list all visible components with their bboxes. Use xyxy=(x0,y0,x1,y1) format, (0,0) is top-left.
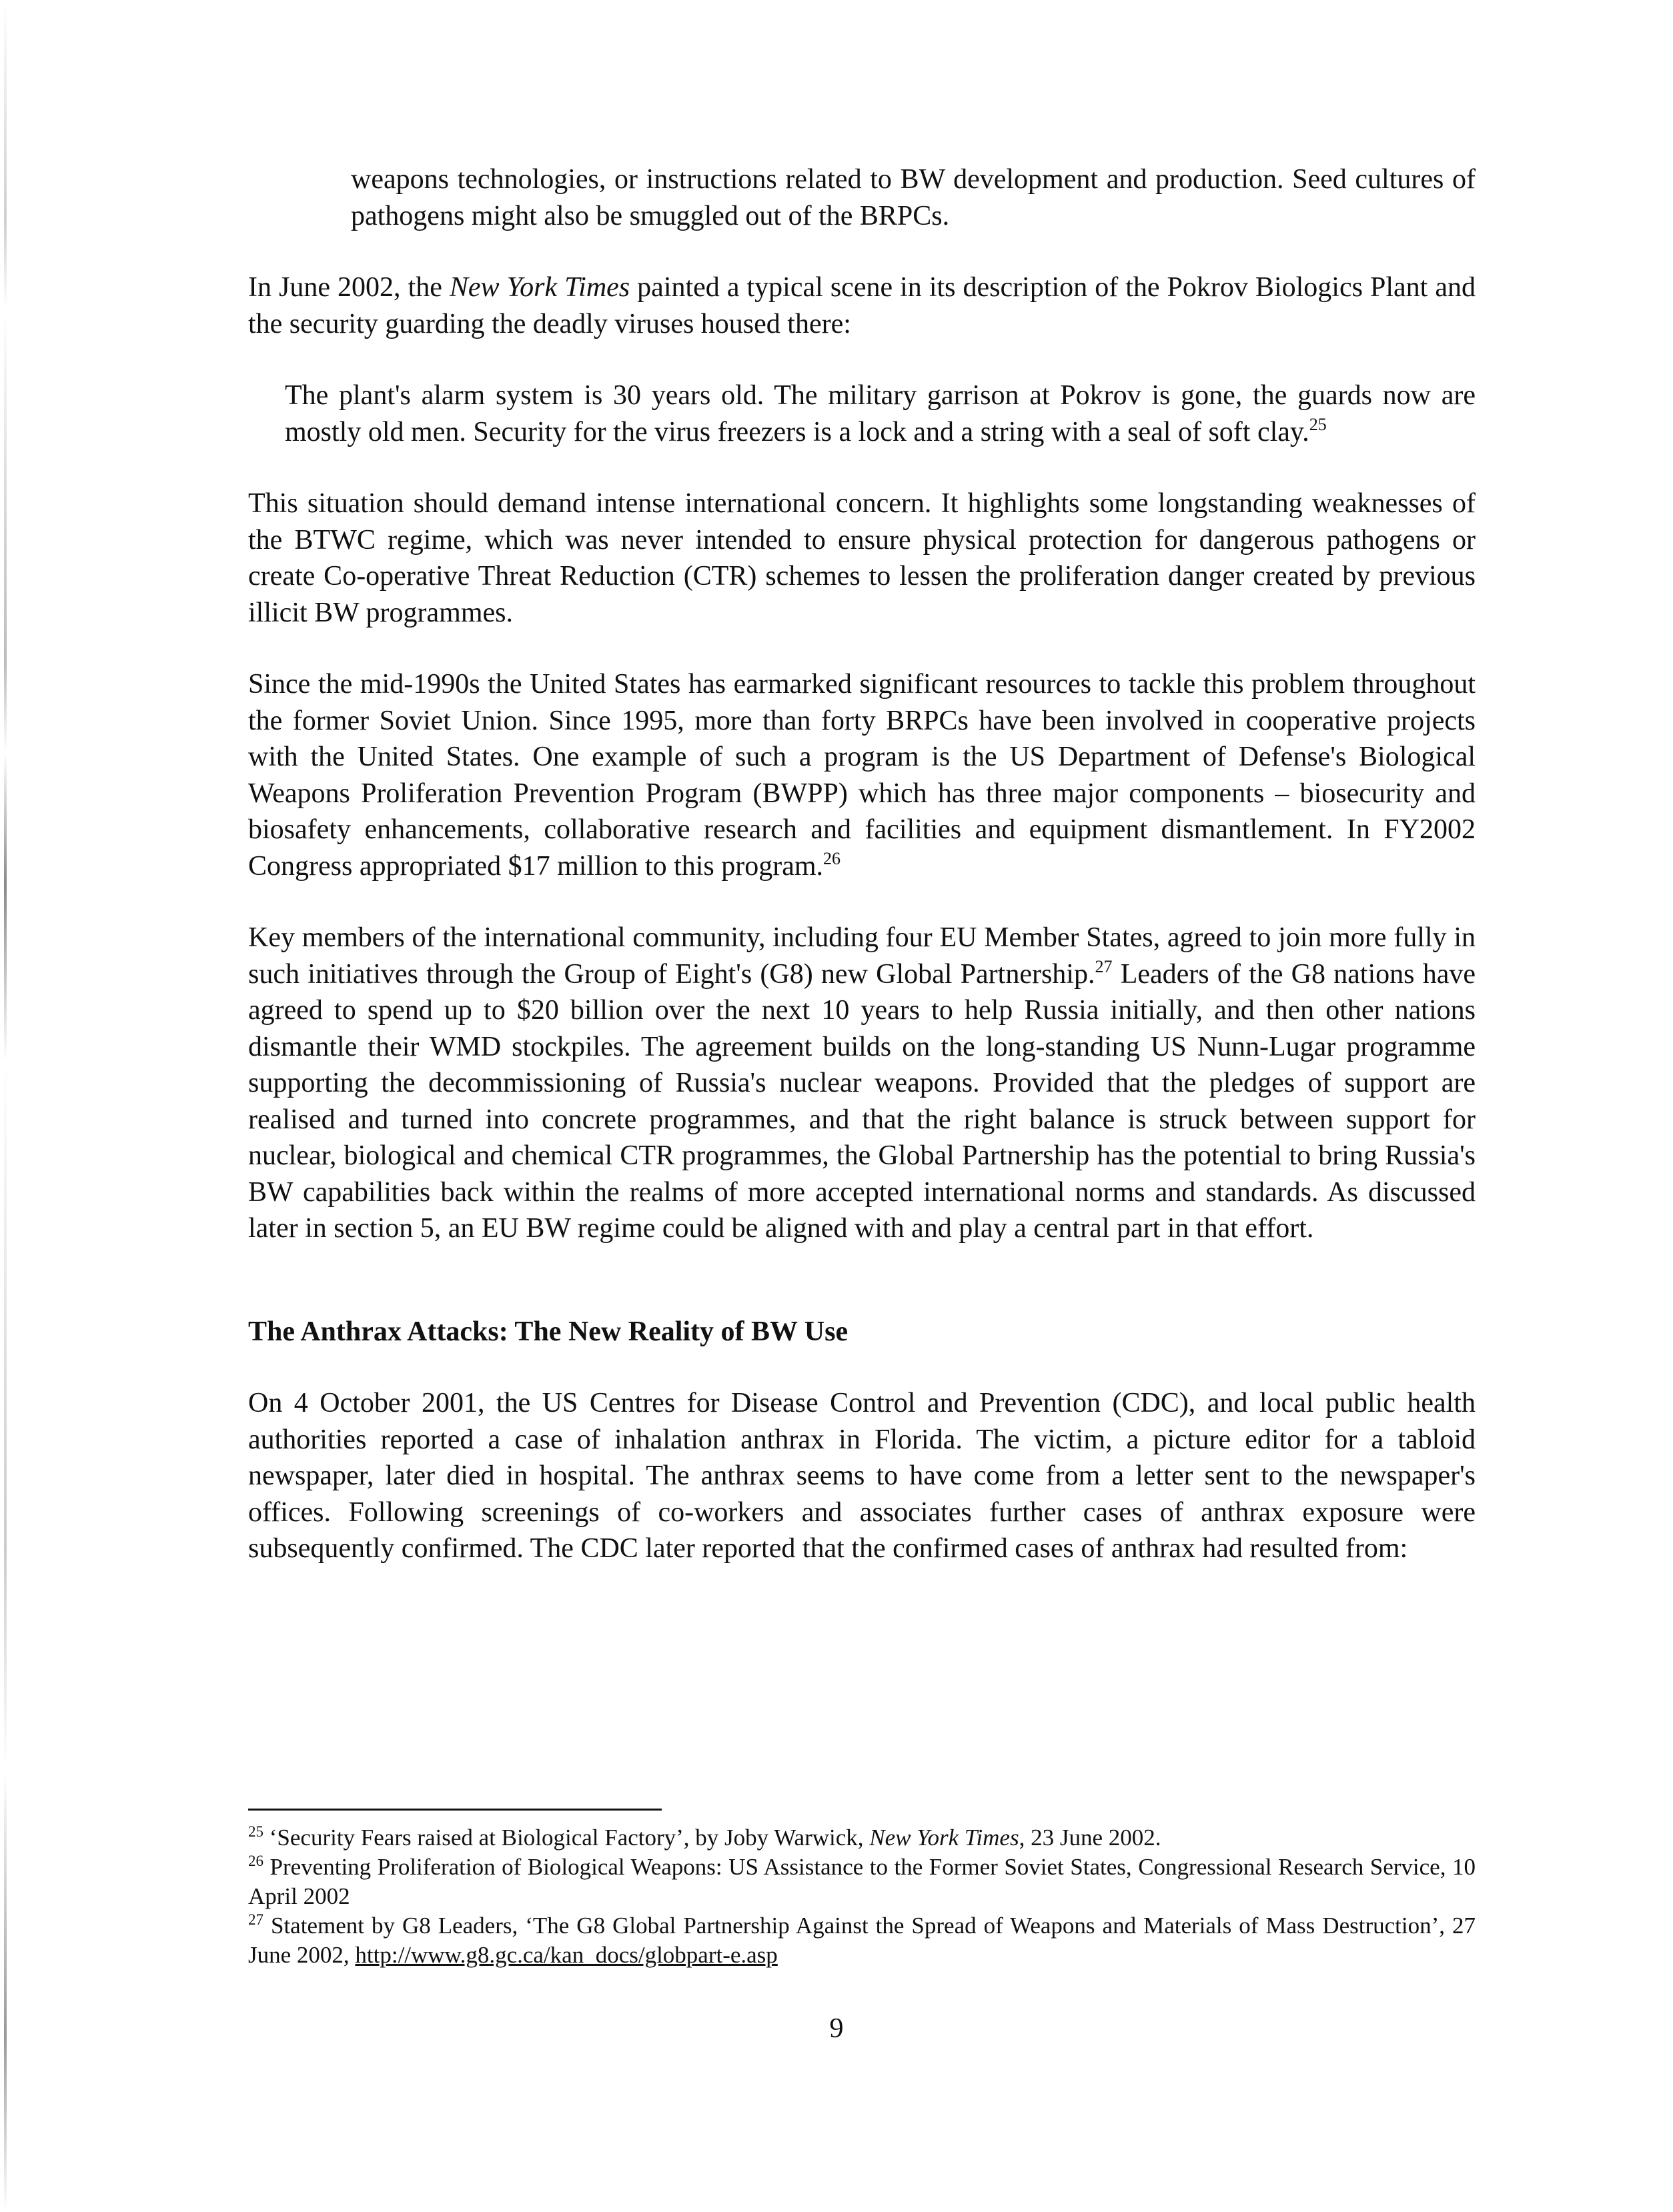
paragraph-nyt-intro xyxy=(248,269,1476,342)
footnote-text: Statement by G8 Leaders, ‘The G8 Global Partnership Against the Spread of Weapons and Materials of Mass Destruction’, 27 June 2002, xyxy=(248,1913,1476,1968)
footnote-number: 26 xyxy=(248,1853,263,1869)
scan-edge-artifact xyxy=(4,0,7,2212)
footnote-text: , 23 June 2002. xyxy=(1019,1825,1161,1851)
paragraph-g8 xyxy=(248,920,1476,1247)
body-text xyxy=(248,161,1476,1567)
continued-quote-paragraph: weapons technologies, or instructions related to BW development and production. Seed cultures of pathogens might also be smuggled out of the BRPCs. xyxy=(351,164,1476,231)
newspaper-title: New York Times xyxy=(869,1825,1019,1851)
footnote-text: Preventing Proliferation of Biological Weapons: US Assistance to the Former Soviet States, Congressional Research Service, 10 April 2002 xyxy=(248,1854,1476,1909)
paragraph-text: Leaders of the G8 nations have agreed to spend up to $20 billion over the next 10 years to help Russia initially, and then other nations dismantle their WMD stockpiles. The agreement builds on the long-standing US Nunn-Lugar programme supporting the decommissioning of Russia's nuclear weapons. Provided that the pledges of support are realised and turned into concrete programmes, and that the right balance is struck between support for nuclear, biological and chemical CTR programmes, the Global Partnership has the potential to bring Russia's BW capabilities back within the realms of more accepted international norms and standards. As discussed later in section 5, an EU BW regime could be aligned with and play a central part in that effort. xyxy=(248,958,1476,1244)
paragraph-text: painted a typical scene in its description of the Pokrov Biologics Plant and the security guarding the deadly viruses housed there: xyxy=(248,272,1476,339)
footnote-text: ‘Security Fears raised at Biological Factory’, by Joby Warwick, xyxy=(263,1825,870,1851)
newspaper-title: New York Times xyxy=(449,272,630,303)
paragraph-btwc: This situation should demand intense international concern. It highlights some longstanding weaknesses of the BTWC regime, which was never intended to ensure physical protection for dangerous pathogens or create Co-operative Threat Reduction (CTR) schemes to lessen the proliferation danger created by previous illicit BW programmes. xyxy=(248,488,1476,628)
paragraph-anthrax: On 4 October 2001, the US Centres for Disease Control and Prevention (CDC), and local public health authorities reported a case of inhalation anthrax in Florida. The victim, a picture editor for a tabloid newspaper, later died in hospital. The anthrax seems to have come from a letter sent to the newspaper's offices. Following screenings of co-workers and associates further cases of anthrax exposure were subsequently confirmed. The CDC later reported that the confirmed cases of anthrax had resulted from: xyxy=(248,1388,1476,1564)
footnote-27 xyxy=(248,1911,1476,1970)
page-number: 9 xyxy=(829,2013,844,2044)
footnote-ref-27[interactable]: 27 xyxy=(1095,956,1113,976)
block-quote xyxy=(285,377,1476,450)
footnote-26 xyxy=(248,1853,1476,1911)
section-heading: The Anthrax Attacks: The New Reality of BW Use xyxy=(248,1316,849,1347)
footnote-ref-25[interactable]: 25 xyxy=(1309,414,1327,434)
footnotes xyxy=(248,1823,1476,1970)
footnote-divider xyxy=(248,1809,662,1811)
paragraph-text: Key members of the international community, including four EU Member States, agreed to join more fully in such initiatives through the Group of Eight's (G8) new Global Partnership. xyxy=(248,922,1476,990)
paragraph-text: In June 2002, the xyxy=(248,272,450,303)
quote-text: The plant's alarm system is 30 years old. The military garrison at Pokrov is gone, the guards now are mostly old men. Security for the virus freezers is a lock and a string with a seal of soft clay. xyxy=(285,380,1476,447)
paragraph-text: Since the mid-1990s the United States has earmarked significant resources to tackle this problem throughout the former Soviet Union. Since 1995, more than forty BRPCs have been involved in cooperative projects with the United States. One example of such a program is the US Department of Defense's Biological Weapons Proliferation Prevention Program (BWPP) which has three major components – biosecurity and biosafety enhancements, collaborative research and facilities and equipment dismantlement. In FY2002 Congress appropriated $17 million to this program. xyxy=(248,669,1476,882)
footnote-number: 25 xyxy=(248,1823,263,1840)
footnote-link[interactable]: http://www.g8.gc.ca/kan_docs/globpart-e.asp xyxy=(355,1942,778,1968)
paragraph-us-programs xyxy=(248,666,1476,884)
footnote-ref-26[interactable]: 26 xyxy=(823,848,841,868)
footnote-number: 27 xyxy=(248,1911,263,1928)
footnote-25 xyxy=(248,1823,1476,1853)
